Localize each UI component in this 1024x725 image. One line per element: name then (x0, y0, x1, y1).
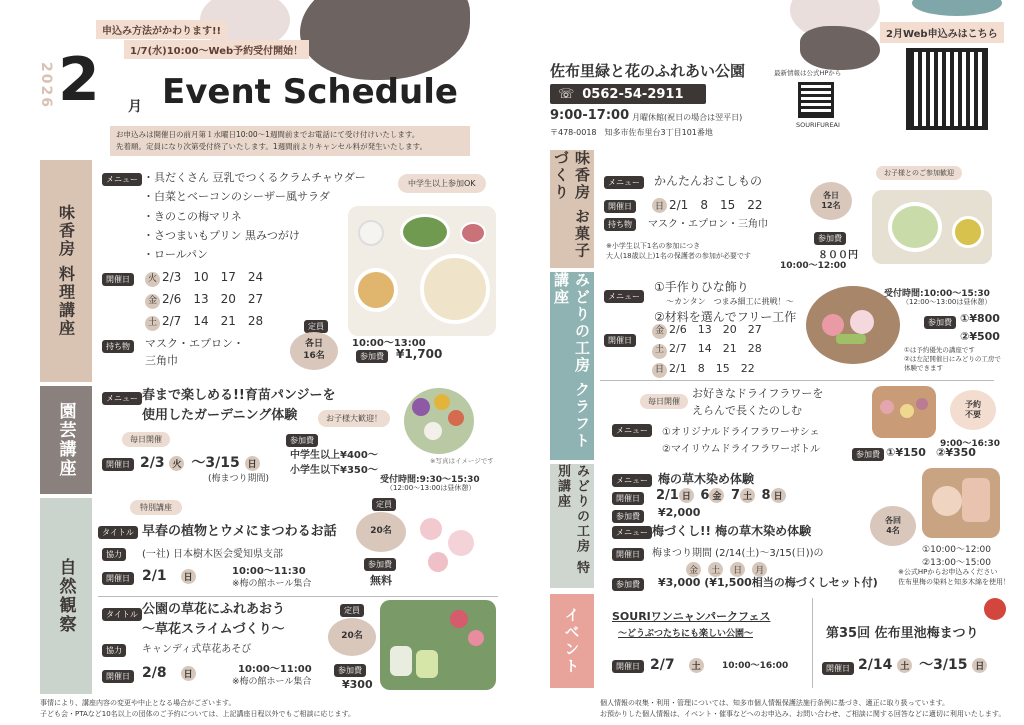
web-apply-label: 2月Web申込みはこちら (880, 22, 1004, 43)
menu-item: ・具だくさん 豆乳でつくるクラムチャウダー (143, 171, 366, 184)
latest-info-label: 最新情報は公式HPから (774, 69, 842, 77)
menu-label: メニュー (612, 474, 652, 487)
date-value: 2/14 (858, 657, 893, 673)
craft-notes (904, 346, 1004, 373)
fee-label: 参加費 (364, 558, 396, 571)
fee-label: 参加費 (612, 510, 644, 523)
title-label: タイトル (98, 526, 138, 539)
section-nature-label: 自然観察 (55, 558, 76, 634)
date-row: 2/3 10 17 24 (162, 270, 264, 284)
nature-place2: ※梅の館ホール集合 (232, 677, 312, 687)
coop-label: 協力 (102, 644, 126, 657)
garden-menu (142, 386, 336, 425)
fee-label: 参加費 (356, 350, 388, 363)
menu-label: メニュー (604, 176, 644, 189)
footer-line1: 事情により、講座内容の変更や中止となる場合がございます。 (40, 699, 236, 707)
nature-title1: 早春の植物とウメにまつわるお話 (142, 524, 337, 539)
weekday-badge: 日 (972, 658, 987, 673)
weekday-badge: 土 (897, 658, 912, 673)
weekday-badge: 月 (752, 562, 767, 577)
nature-date1 (142, 565, 198, 585)
photo-note: ※写真はイメージです (430, 457, 494, 465)
sweets-menu: かんたんおこしもの (654, 174, 763, 188)
date-label: 開催日 (612, 492, 644, 505)
phone-box (550, 84, 706, 104)
note-line2: 大人(18歳以上)1名の保護者の参加が必要です (606, 251, 751, 260)
dry-line1: お好きなドライフラワーを (692, 387, 824, 400)
capacity-badge: 20名 (356, 512, 406, 552)
plum-blossom-illustration (410, 504, 490, 584)
opening-hours: 9:00-17:00 (550, 108, 630, 123)
date-label: 開催日 (612, 548, 644, 561)
capacity-badge: 各日 16名 (290, 332, 338, 370)
notice-line1: 申込み方法がかわります!! (96, 20, 227, 39)
sweets-notes (606, 242, 751, 262)
weekday-badge: 土 (652, 344, 667, 359)
decorative-leaf-teal (912, 0, 1002, 16)
qr-code-apply[interactable] (906, 48, 988, 130)
weekday-badge: 日 (771, 488, 786, 503)
special-fee1: ¥2,000 (658, 506, 701, 519)
dyeing-photo (922, 468, 1000, 538)
craft-item1-sub: 〜カンタン つまみ細工に挑戦！〜 (666, 297, 794, 306)
cooking-menu-list (143, 168, 366, 264)
weekday-badge: 火 (169, 456, 184, 471)
okoshimono-photo (872, 190, 992, 264)
fes2-title (826, 622, 979, 641)
date-value: 〜3/15 (919, 657, 968, 673)
menu-item: ・白菜とベーコンのシーザー風サラダ (143, 190, 330, 204)
section-cooking-tab (40, 160, 92, 382)
craft-items (654, 278, 796, 326)
date-value: 8 (761, 488, 771, 503)
section-event-label: イベント (562, 607, 581, 675)
fee2: ②¥500 (960, 329, 1000, 343)
date-label: 開催日 (604, 200, 636, 213)
family-badge: お子様とのご参加歓迎 (876, 166, 962, 180)
capacity-label: 定員 (372, 498, 396, 511)
nature-fee1: 無料 (370, 574, 392, 587)
special-period: 梅まつり期間 (2/14(土)〜3/15(日))の (652, 548, 824, 559)
weekday-badge: 土 (708, 562, 723, 577)
menu-label: メニュー (604, 290, 644, 303)
date-row: 2/1 8 15 22 (669, 361, 755, 375)
craft-item1: ①手作りひな飾り (654, 280, 749, 294)
weekday-badge: 土 (145, 316, 160, 331)
fee-label: 参加費 (924, 316, 956, 329)
garden-fee (290, 448, 378, 478)
footer-line2: 子ども会・PTAなど10名以上の団体のご予約については、上記講座日程以外でもご相談に応じます。 (40, 709, 355, 718)
date-to: 〜3/15 (191, 455, 240, 471)
garden-reception-note: （12:00〜13:00は昼休憩） (386, 484, 476, 492)
fes2-num: 35 (839, 626, 858, 641)
dry-item2: ②マイリウムドライフラワーボトル (662, 444, 821, 455)
nature-place1: ※梅の館ホール集合 (232, 579, 312, 589)
sweets-dates (652, 196, 763, 213)
footer-notes (40, 698, 355, 719)
menu-item: ・ロールパン (143, 248, 209, 261)
closed-days: 月曜休館(祝日の場合は翌平日) (632, 113, 743, 122)
dryflower-desc (692, 386, 823, 419)
decorative-leaf (800, 26, 880, 70)
note-line1: ※小学生以下1名の参加につき (606, 242, 701, 250)
dryflower-photo (872, 386, 936, 438)
menu-label: メニュー (102, 173, 142, 186)
section-garden-label: 園芸講座 (55, 402, 76, 478)
dryflower-items (662, 424, 820, 458)
garden-reception: 受付時間:9:30〜15:30 (380, 475, 480, 485)
date-from: 2/3 (140, 455, 165, 471)
nature-coop2: キャンディ式草花あそび (142, 644, 252, 655)
section-special-label: みどりの工房 特別講座 (555, 464, 589, 576)
special-times (922, 544, 991, 569)
slime-photo (380, 600, 496, 690)
fes1-date (650, 654, 706, 674)
special-dates1 (656, 488, 788, 503)
garden-menu-line1: 春まで楽しめる!!育苗パンジーを (142, 388, 336, 403)
note-line2: ②は左記開催日にみどりの工房で体験できます (904, 355, 1001, 373)
date-row: 2/7 14 21 28 (162, 314, 264, 329)
section-garden-tab (40, 386, 92, 494)
sweets-bring: マスク・エプロン・三角巾 (648, 219, 768, 230)
intro-line2: 先着順。定員になり次第受付終了いたします。1週間前よりキャンセル料が発生いたします。 (116, 142, 428, 151)
date-value: 2/1 (142, 568, 167, 584)
date-row: 2/6 13 20 27 (669, 323, 762, 336)
date-value: 2/7 (650, 657, 675, 673)
menu-label: メニュー (612, 424, 652, 437)
section-craft-tab (550, 272, 594, 460)
plum-flower-icon (984, 598, 1006, 620)
garden-period-note: (梅まつり期間) (208, 474, 270, 484)
nature-date2 (142, 662, 198, 682)
weekday-badge: 日 (181, 666, 196, 681)
time2: ②13:00〜15:00 (922, 557, 991, 568)
fee-child: 小学生以下¥350〜 (290, 465, 378, 476)
menu-label: メニュー (612, 526, 652, 539)
dry-item1: ①オリジナルドライフラワーサシェ (662, 427, 820, 438)
fes1-time: 10:00〜16:00 (722, 661, 789, 671)
special-title1: 梅の草木染め体験 (658, 472, 755, 486)
fes2-dates (858, 654, 989, 674)
weekday-badge: 日 (245, 456, 260, 471)
daily-badge: 毎日開催 (122, 432, 170, 447)
fee1: ①¥800 (960, 312, 1000, 325)
craft-dates (652, 320, 762, 378)
no-reservation-badge: 予約 不要 (950, 390, 996, 430)
brand-label: SOURIFUREAI (796, 121, 840, 129)
fee-adult: 中学生以上¥400〜 (290, 450, 378, 461)
date-value: 6 (700, 488, 710, 503)
month-number: 2 (58, 45, 100, 115)
date-value: 2/8 (142, 665, 167, 681)
dry-line2: えらんで長くたのしむ (692, 403, 802, 417)
weekday-badge: 金 (686, 562, 701, 577)
craft-fees (960, 310, 1000, 345)
title2-line2: 〜草花スライムづくり〜 (142, 621, 285, 637)
section-cooking-label: 味香房 料理講座 (56, 204, 76, 338)
date-label: 開催日 (102, 572, 134, 585)
qr-code-hp[interactable] (798, 82, 834, 118)
bring-items: マスク・エプロン・ 三角巾 (145, 337, 244, 367)
intro-line1: お申込みは開催日の前月第１水曜日10:00〜1週間前までお電話にて受け付けいたします。 (116, 130, 420, 139)
intro-box (110, 126, 470, 156)
date-row: 2/1 8 15 22 (669, 198, 763, 212)
weekday-badge: 日 (652, 198, 667, 213)
nature-time1: 10:00〜11:30 (232, 566, 306, 577)
weekday-badge: 火 (145, 272, 160, 287)
fee-label: 参加費 (852, 448, 884, 461)
dry-fee2: ②¥350 (936, 446, 976, 459)
note-line1: ①は予約優先の講座です (904, 346, 975, 354)
date-value: 2/1 (656, 488, 679, 503)
month-suffix: 月 (128, 99, 142, 115)
section-event-tab (550, 594, 594, 688)
fee-label: 参加費 (334, 664, 366, 677)
weekday-badge: 日 (181, 569, 196, 584)
fee-label: 参加費 (286, 434, 318, 447)
food-photo (348, 206, 496, 336)
fes1-title: SOURIワンニャンパークフェス (612, 610, 771, 623)
weekday-badge: 日 (679, 488, 694, 503)
weekday-badge: 金 (652, 324, 667, 339)
event-divider (812, 598, 813, 688)
fes2-name: 回 佐布里池梅まつり (857, 626, 979, 641)
date-label: 開催日 (612, 660, 644, 673)
weekday-badge: 日 (652, 363, 667, 378)
fes2-pre: 第 (826, 626, 840, 641)
decorative-leaf (300, 0, 470, 80)
nature-fee2: ¥300 (342, 678, 373, 691)
garden-date-range (140, 452, 262, 472)
age-badge: 中学生以上参加OK (398, 174, 486, 193)
phone-number[interactable]: 0562-54-2911 (582, 86, 684, 102)
dry-fee1: ①¥150 (886, 446, 926, 459)
park-name: 佐布里緑と花のふれあい公園 (550, 62, 746, 80)
kids-badge: お子様大歓迎！ (318, 410, 390, 427)
nature-time2: 10:00〜11:00 (238, 664, 312, 675)
weekday-badge: 日 (730, 562, 745, 577)
year-label: 2026 (38, 62, 54, 109)
sweets-fee: ８００円 (818, 250, 858, 261)
time1: ①10:00〜12:00 (922, 545, 991, 555)
pansy-photo (404, 388, 474, 454)
section-nature-tab (40, 498, 92, 694)
date-label: 開催日 (604, 334, 636, 347)
nature-title2 (142, 600, 285, 639)
capacity-badge: 20名 (328, 618, 376, 656)
nature-coop1: (一社) 日本樹木医会愛知県支部 (142, 549, 283, 560)
bring-label: 持ち物 (102, 340, 134, 353)
privacy-notes (600, 698, 1005, 719)
capacity-badge: 各回 4名 (870, 506, 916, 546)
coop-label: 協力 (102, 548, 126, 561)
fee-label: 参加費 (814, 232, 846, 245)
menu-item: ・さつまいもプリン 黒みつがけ (143, 228, 300, 242)
title2-line1: 公園の草花にふれあおう (142, 602, 286, 617)
note-line1: ※公式HPからお申込みください (898, 568, 998, 576)
date-label: 開催日 (102, 273, 134, 286)
capacity-label: 定員 (304, 320, 328, 333)
menu-label: メニュー (102, 392, 142, 405)
section-craft-label: みどりの工房 クラフト講座 (552, 272, 591, 450)
date-row: 2/6 13 20 27 (162, 292, 264, 307)
privacy-line1: 個人情報の収集・利用・管理については、知多市個人情報保護法施行条例に基づき、適正に取り扱っています。 (600, 699, 950, 707)
note-line2: 佐布里梅の染料と知多木綿を使用！ (898, 577, 1010, 586)
cooking-dates (145, 266, 263, 333)
section-sweets-label: 味香房 お菓子づくり (552, 150, 591, 260)
fes1-subtitle: 〜どうぶつたちにも楽しい公園〜 (618, 629, 754, 639)
special-notes (898, 568, 1010, 588)
phone-icon: ☏ (558, 86, 575, 102)
capacity-label: 定員 (340, 604, 364, 617)
section-special-tab (550, 464, 594, 588)
craft-item2: ②材料を選んでフリー工作 (654, 310, 797, 324)
date-row: 2/7 14 21 28 (669, 342, 762, 356)
bring-label: 持ち物 (604, 218, 636, 231)
privacy-line2: お預かりした個人情報は、イベント・催事などへのお申込み、お問い合わせ、ご相談に関する回答などに適切に利用いたします。 (600, 709, 1006, 718)
title-label: タイトル (102, 608, 142, 621)
address: 〒478-0018 知多市佐布里台3丁目101番地 (550, 128, 713, 137)
menu-item: ・きのこの梅マリネ (143, 209, 242, 223)
dry-time: 9:00〜16:30 (940, 439, 1001, 449)
special-fee2: ¥3,000 (¥1,500相当の梅づくしセット付) (658, 576, 878, 589)
weekday-badge: 土 (689, 658, 704, 673)
special-badge: 特別講座 (130, 500, 182, 515)
date-value: 7 (730, 488, 740, 503)
section-sweets-tab (550, 150, 594, 268)
garden-menu-line2: 使用したガーデニング体験 (142, 407, 298, 423)
weekday-badge: 金 (145, 294, 160, 309)
cooking-fee: ¥1,700 (396, 347, 443, 361)
notice-line2: 1/7(水)10:00〜Web予約受付開始！ (124, 40, 309, 59)
cooking-time: 10:00〜13:00 (352, 338, 426, 349)
sweets-time: 10:00〜12:00 (780, 261, 847, 271)
craft-reception: 受付時間:10:00〜15:30 (884, 289, 990, 299)
daily-badge: 毎日開催 (640, 394, 688, 409)
capacity-badge: 各日 12名 (810, 182, 852, 220)
date-label: 開催日 (822, 662, 854, 675)
special-title2: 梅づくし!! 梅の草木染め体験 (652, 524, 812, 538)
fee-label: 参加費 (612, 578, 644, 591)
page-title: Event Schedule (162, 72, 458, 112)
craft-reception-note: （12:00〜13:00は昼休憩） (902, 298, 992, 306)
weekday-badge: 土 (740, 488, 755, 503)
weekday-badge: 金 (709, 488, 724, 503)
date-label: 開催日 (102, 670, 134, 683)
date-label: 開催日 (102, 458, 134, 471)
